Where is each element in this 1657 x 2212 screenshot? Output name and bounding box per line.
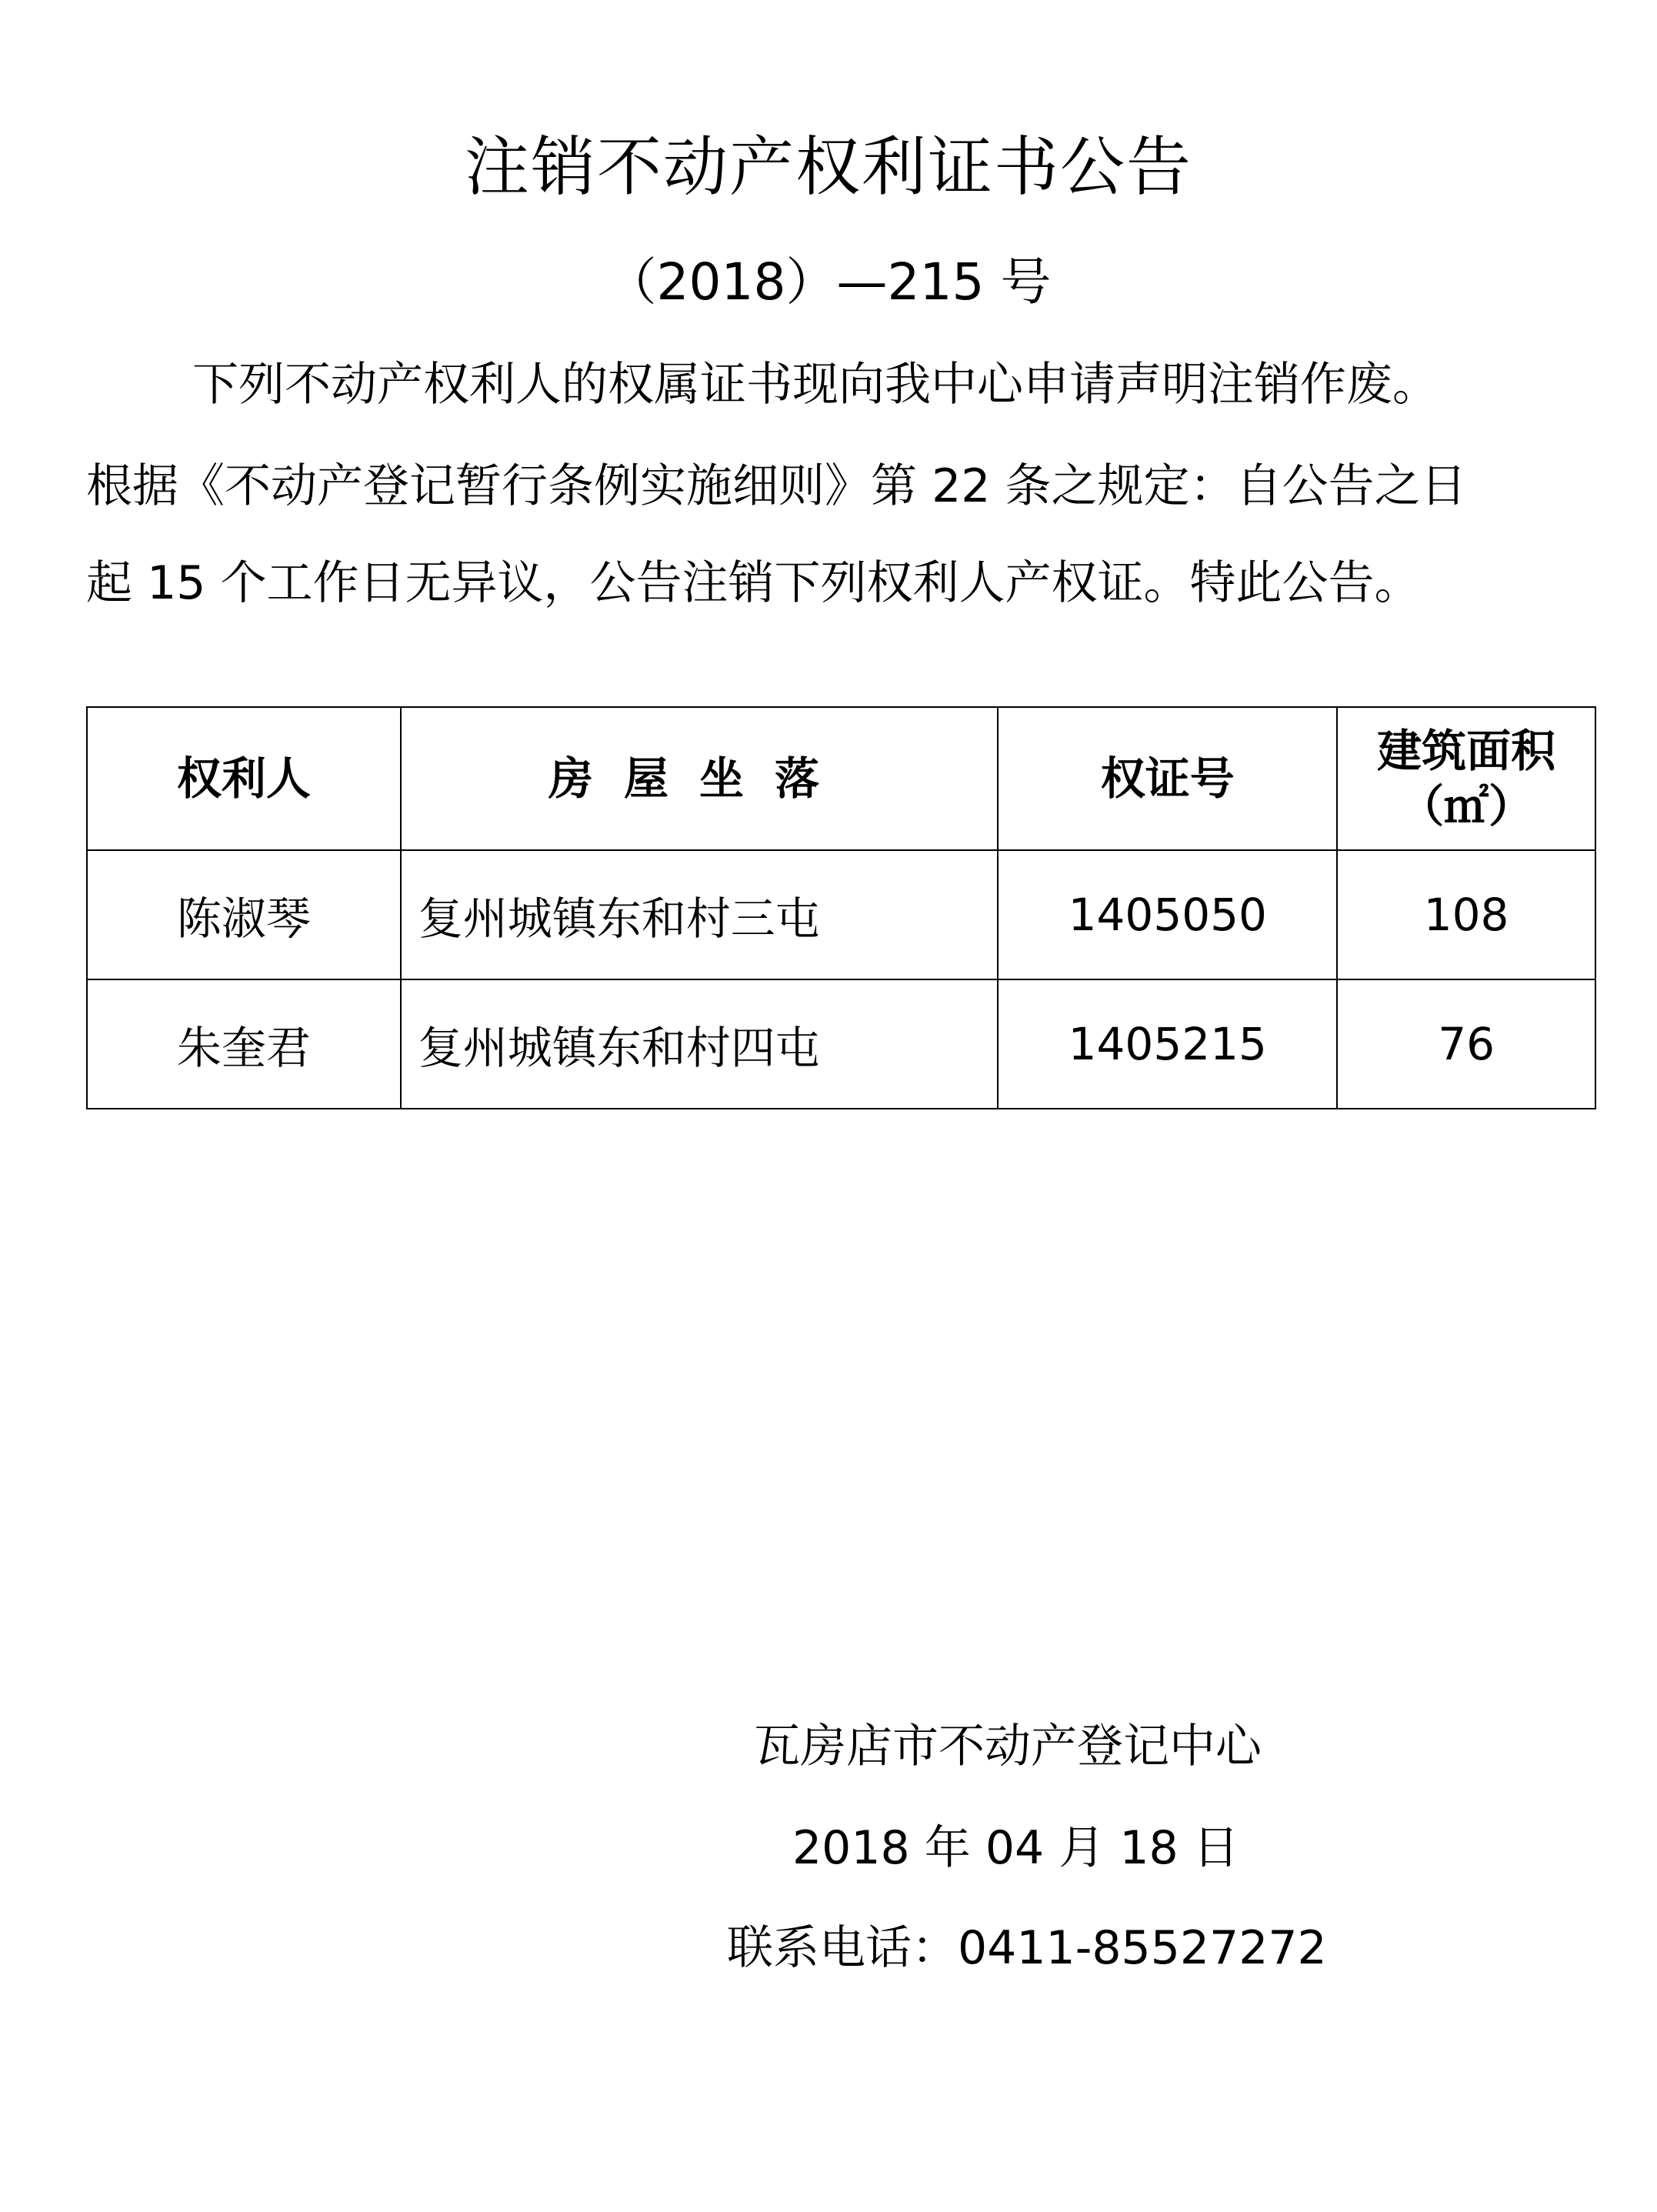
cell-cert-no: 1405050 [998,850,1337,979]
cell-holder: 陈淑琴 [87,850,401,979]
cell-location: 复州城镇东和村三屯 [401,850,999,979]
header-area [1337,707,1595,850]
document-number: （2018）—215 号 [605,252,1052,312]
table-row [87,979,1595,1109]
table-row [87,850,1595,979]
cell-cert-no: 1405215 [998,979,1337,1109]
contact-phone: 联系电话：0411-85527272 [727,1921,1327,1975]
cell-holder: 朱奎君 [87,979,401,1109]
header-cert-no: 权证号 [998,707,1337,850]
header-holder: 权利人 [87,707,401,850]
issue-date: 2018 年 04 月 18 日 [792,1821,1239,1875]
cell-area: 108 [1337,850,1595,979]
header-area-line-1: 建筑面积 [1377,725,1556,777]
header-location [401,707,999,850]
cell-location: 复州城镇东和村四屯 [401,979,999,1109]
cell-area: 76 [1337,979,1595,1109]
header-area-line-2: （㎡） [1399,780,1534,832]
notice-title: 注销不动产权利证书公告 [464,129,1192,205]
body-paragraph-line-3: 起 15 个工作日无异议，公告注销下列权利人产权证。特此公告。 [86,556,1421,610]
issuing-organization: 瓦房店市不动产登记中心 [754,1720,1262,1773]
body-paragraph-line-2: 根据《不动产登记暂行条例实施细则》第 22 条之规定：自公告之日 [86,459,1467,513]
header-location-label: 房屋坐落 [548,752,851,805]
body-paragraph-line-1: 下列不动产权利人的权属证书现向我中心申请声明注销作废。 [192,358,1439,412]
cancelled-certificates-table [86,706,1596,1109]
table-header-row [87,707,1595,850]
